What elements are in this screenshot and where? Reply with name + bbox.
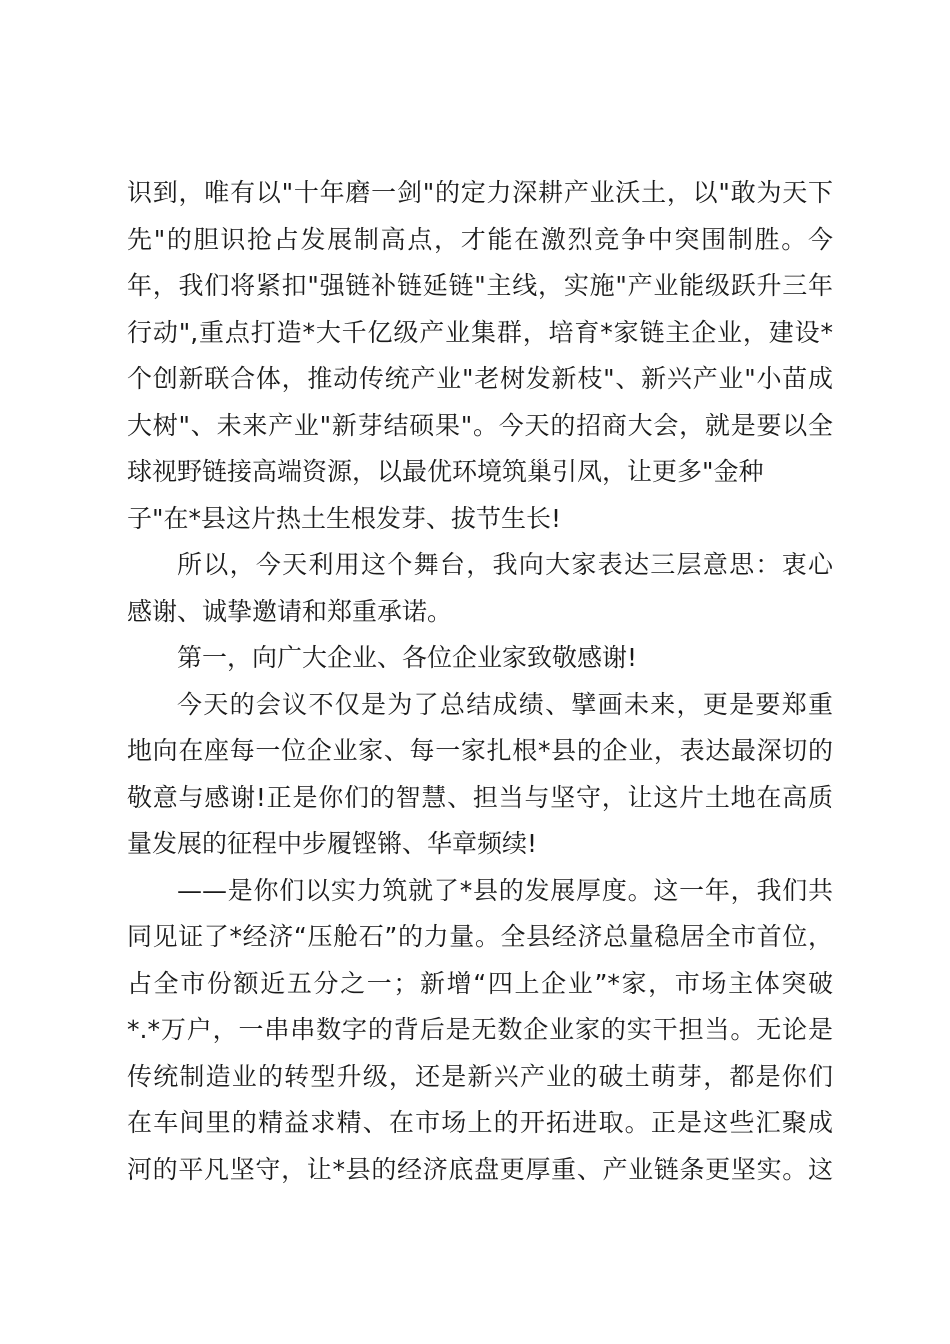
text-line: 敬意与感谢!正是你们的智慧、担当与坚守，让这片土地在高质 [127, 782, 833, 812]
text-line: 在车间里的精益求精、在市场上的开拓进取。正是这些汇聚成 [127, 1108, 833, 1137]
text-line: 行动",重点打造*大千亿级产业集群，培育*家链主企业，建设* [127, 317, 833, 347]
text-line: 传统制造业的转型升级，还是新兴产业的破土萌芽，都是你们 [127, 1061, 833, 1091]
text-line: 大树"、未来产业"新芽结硕果"。今天的招商大会，就是要以全 [127, 410, 833, 440]
text-line: 所以，今天利用这个舞台，我向大家表达三层意思：衷心 [177, 550, 833, 579]
text-line: 量发展的征程中步履铿锵、华章频续! [127, 829, 538, 858]
text-line: 年，我们将紧扣"强链补链延链"主线，实施"产业能级跃升三年 [127, 271, 833, 300]
text-line: 河的平凡坚守，让*县的经济底盘更厚重、产业链条更坚实。这 [127, 1154, 833, 1184]
text-line: 识到，唯有以"十年磨一剑"的定力深耕产业沃土，以"敢为天下 [127, 178, 833, 207]
text-line: 地向在座每一位企业家、每一家扎根*县的企业，表达最深切的 [127, 736, 833, 765]
text-line: 感谢、诚挚邀请和郑重承诺。 [127, 596, 453, 626]
text-line: 球视野链接高端资源，以最优环境筑巢引凤，让更多"金种 [127, 457, 764, 486]
text-line: 同见证了*经济“压舱石”的力量。全县经济总量稳居全市首位， [127, 922, 833, 951]
text-line: 占全市份额近五分之一；新增“四上企业”*家，市场主体突破 [127, 968, 833, 998]
text-line: ——是你们以实力筑就了*县的发展厚度。这一年，我们共 [177, 875, 833, 905]
text-line: 先"的胆识抢占发展制高点，才能在激烈竞争中突围制胜。今 [127, 224, 833, 254]
document-body [127, 170, 833, 1193]
text-line: 今天的会议不仅是为了总结成绩、擘画未来，更是要郑重 [177, 689, 833, 719]
text-line: 子"在*县这片热土生根发芽、拔节生长! [127, 503, 562, 533]
text-line: 个创新联合体，推动传统产业"老树发新枝"、新兴产业"小苗成 [127, 364, 833, 393]
text-line: *.*万户，一串串数字的背后是无数企业家的实干担当。无论是 [127, 1015, 833, 1044]
text-line: 第一，向广大企业、各位企业家致敬感谢! [177, 643, 638, 672]
